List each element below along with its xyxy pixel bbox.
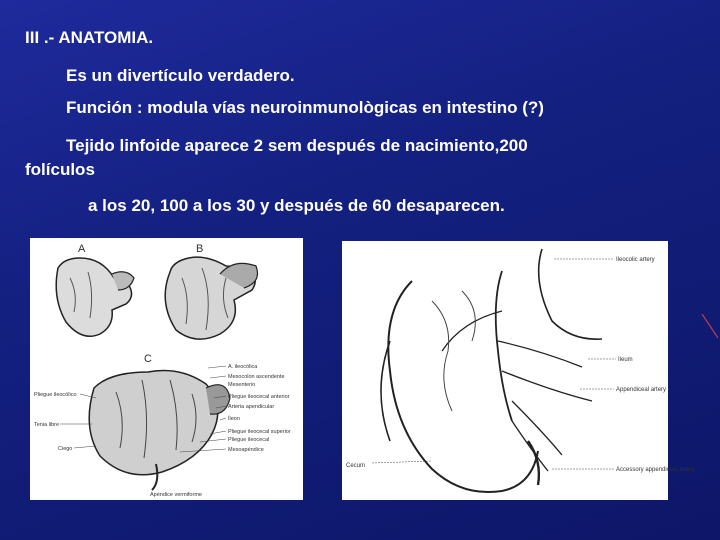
annotation-ileocolic: A. ileocólica xyxy=(228,364,258,370)
ileum-c-shape xyxy=(206,385,230,415)
decorative-accent-line xyxy=(700,312,720,342)
panel-label-a: A xyxy=(78,243,86,255)
cecum-appendix-drawing xyxy=(30,238,303,500)
arterial-branches xyxy=(442,311,592,471)
label-appendiceal-artery: Appendiceal artery xyxy=(616,387,667,393)
annotation-ileocolic-fold: Pliegue ileocólico xyxy=(34,392,77,398)
cecum-outline xyxy=(388,281,538,492)
line-lymphoid-tissue: Tejido linfoide aparece 2 sem después de nacimiento,200 xyxy=(66,136,528,155)
annotation-mesoappendix: Mesoapéndice xyxy=(228,447,264,453)
cecum-c-shape xyxy=(89,371,218,475)
annotation-vermiform-appendix: Apéndice vermiforme xyxy=(150,492,202,498)
appendiceal-artery-diagram xyxy=(342,241,695,500)
cecum-a-shape xyxy=(56,258,131,336)
annotation-anterior-fold: Pliegue ileocecal anterior xyxy=(228,394,290,400)
artery-labels xyxy=(346,257,695,473)
label-cecum: Cecum xyxy=(346,463,366,469)
line-follicles: folículos xyxy=(25,160,95,179)
ileocolic-trunk xyxy=(496,271,512,421)
minor-vessels xyxy=(432,291,475,411)
cecum-appendix-illustration xyxy=(30,238,303,500)
slide-heading: III .- ANATOMIA. xyxy=(25,28,154,47)
artery-drawing xyxy=(342,241,695,500)
line-diverticulum: Es un divertículo verdadero. xyxy=(66,66,295,85)
annotation-ileocecal-fold: Pliegue ileocecal xyxy=(228,437,270,443)
line-follicle-ages: a los 20, 100 a los 30 y después de 60 desaparecen. xyxy=(88,196,505,215)
annotation-ascending-mesocolon: Mesocolon ascendente xyxy=(228,374,285,380)
annotation-appendicular-artery: Arteria apendicular xyxy=(228,404,275,410)
panel-label-b: B xyxy=(196,243,204,255)
annotations-right xyxy=(228,364,291,453)
annotation-ileum: Íleon xyxy=(228,416,240,422)
line-function: Función : modula vías neuroinmunològicas en intestino (?) xyxy=(66,98,544,117)
annotation-superior-fold: Pliegue ileocecal superior xyxy=(228,429,291,435)
label-ileum: Ileum xyxy=(618,357,633,363)
annotation-mesentery: Mesenterio xyxy=(228,382,256,388)
annotation-free-taenia: Tenia libre xyxy=(34,422,60,428)
label-accessory-appendiceal-artery: Accessory appendiceal artery xyxy=(616,467,695,473)
annotation-cecum: Ciego xyxy=(58,446,73,452)
label-ileocolic-artery: Ileocolic artery xyxy=(616,257,655,263)
annotations-left xyxy=(34,392,77,452)
ileocolic-artery-path xyxy=(539,249,602,339)
panel-label-c: C xyxy=(144,353,152,365)
